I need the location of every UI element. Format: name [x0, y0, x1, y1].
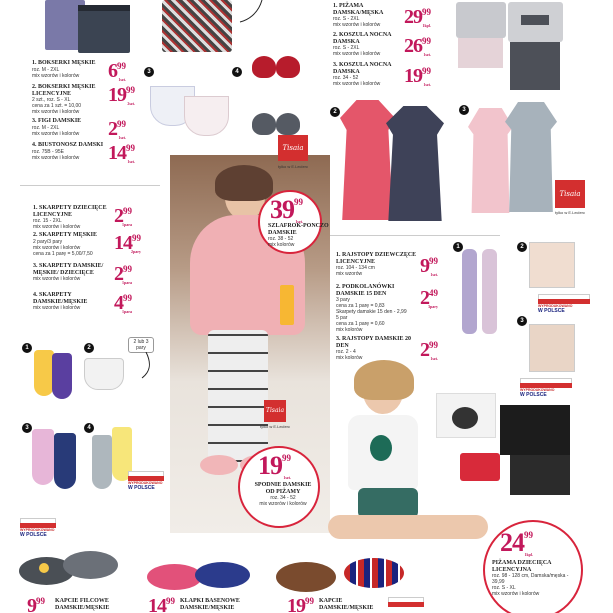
- sleepwear-item-1: [333, 3, 401, 28]
- underwear-item-detail: mix wzorów i kolorów: [32, 130, 80, 137]
- slipper-price: [148, 596, 175, 613]
- price-unit: 1para: [122, 222, 132, 227]
- price-cents: 99: [123, 293, 132, 303]
- briefs-photo: [146, 78, 236, 148]
- underwear-item-3: [32, 118, 104, 137]
- made-in-line2: W POLSCE: [538, 308, 565, 314]
- kids-pajama-price: [500, 530, 533, 557]
- price-whole: 2: [420, 287, 429, 309]
- underwear-item-2: [32, 84, 104, 115]
- price-cents: 49: [429, 288, 438, 298]
- socks-item-detail: 2 pary/3 pary: [33, 238, 63, 245]
- price-unit: 1szt.: [423, 52, 431, 57]
- sleepwear-item-detail: roz. 34 - 52: [333, 75, 359, 82]
- price-unit: 2pary: [131, 249, 141, 254]
- price-unit: 1szt.: [127, 159, 135, 164]
- price-cents: 99: [305, 596, 314, 606]
- price-unit: 1para: [122, 309, 132, 314]
- tisaia-logo-sleepwear: Tisaia: [555, 180, 585, 208]
- robe-price-whole: 39: [270, 195, 294, 224]
- nightshirts-photo: [460, 98, 560, 216]
- sock-badge-4: 4: [84, 423, 94, 433]
- tights-item-detail: mix kolorów: [336, 327, 363, 334]
- tisaia-only-note-sleepwear: tylko w E.Leclerc: [554, 210, 585, 215]
- kids-socks-photo: [30, 345, 80, 407]
- tights-badge-2: 2: [517, 242, 527, 252]
- sleepwear-item-detail: mix wzorów i kolorów: [333, 51, 381, 58]
- tights-pack-photo: [525, 322, 580, 377]
- robe-price: [270, 197, 303, 224]
- kids-pajama-info: [492, 560, 576, 597]
- tisaia-logo-pants: Tisaia: [264, 400, 286, 422]
- price-cents: 99: [126, 85, 135, 95]
- sleepwear-item-price: [404, 7, 431, 28]
- price-whole: 2: [114, 205, 123, 227]
- price-cents: 99: [126, 143, 135, 153]
- sleepwear-item-2: [333, 32, 401, 57]
- price-whole: 9: [27, 595, 36, 613]
- slipper-info: [319, 598, 385, 611]
- kids-price-cents: 99: [524, 530, 533, 540]
- price-unit: 1szt.: [118, 135, 126, 140]
- robe-line-1: roz. 38 - 52: [268, 236, 294, 243]
- price-unit: 3pary: [428, 304, 438, 309]
- socks-item-1: [33, 205, 111, 230]
- robe-line-2: mix kolorów: [268, 242, 295, 249]
- socks-item-detail: mix wzorów i kolorów: [33, 276, 81, 283]
- tights-item-detail: roz. 2 - 4: [336, 349, 356, 356]
- sock-badge-2: 2: [84, 343, 94, 353]
- made-in-poland-tights-1: [538, 294, 590, 314]
- underwear-item-detail: roz. 75B - 95E: [32, 148, 64, 155]
- socks-item-title: 4. SKARPETY DAMSKIE/MĘSKIE: [33, 292, 88, 305]
- kids-pajama-title: PIŻAMA DZIECIĘCA LICENCYJNA: [492, 560, 552, 573]
- house-slippers-photo: [272, 552, 412, 597]
- socks-item-price: [114, 206, 132, 227]
- tights-item-title: 2. PODKOLANÓWKI DAMSKIE 15 DEN: [336, 284, 395, 297]
- tights-item-detail: Skarpety damskie 15 den - 2,99: [336, 309, 407, 316]
- made-in-line1: WYPRODUKOWANO: [128, 481, 163, 485]
- price-cents: 99: [36, 596, 45, 606]
- made-in-poland-slippers-1: [20, 518, 56, 538]
- sleepwear-item-price: [404, 66, 431, 87]
- slipper-title: KLAPKI BASENOWE DAMSKIE/MĘSKIE: [180, 598, 240, 611]
- made-in-line2: W POLSCE: [20, 532, 47, 538]
- price-unit: 1szt.: [430, 272, 438, 277]
- socks-item-title: 3. SKARPETY DAMSKIE/ MĘSKIE/ DZIECIĘCE: [33, 263, 104, 276]
- made-in-poland-socks: [128, 471, 164, 491]
- tights-item-detail: cena za 1 parę = 0,60: [336, 321, 385, 328]
- price-whole: 4: [114, 292, 123, 314]
- price-cents: 99: [123, 206, 132, 216]
- sleepwear-item-3: [333, 62, 401, 87]
- tights-item-detail: 5 par: [336, 315, 348, 322]
- tights-item-price: [420, 340, 438, 361]
- number-3-badge-night: 3: [459, 105, 469, 115]
- socks-item-title: 2. SKARPETY MĘSKIE: [33, 232, 97, 238]
- pairs-note: [128, 337, 154, 353]
- pants-title: SPODNIE DAMSKIE OD PIŻAMY: [254, 482, 312, 495]
- number-3-badge: 3: [144, 67, 154, 77]
- pants-line-2: mix wzorów i kolorów: [259, 501, 307, 508]
- price-whole: 2: [114, 263, 123, 285]
- socks-item-4: [33, 292, 111, 311]
- socks-item-title: 1. SKARPETY DZIECIĘCE LICENCYJNE: [33, 205, 107, 218]
- pants-line-1: roz. 34 - 52: [270, 495, 296, 502]
- socks-item-detail: mix wzorów i kolorów: [33, 224, 81, 231]
- socks-item-detail: roz. 15 - 2XL: [33, 218, 62, 225]
- boxers-photo: [40, 0, 135, 55]
- tisaia-logo-robe: Tisaia: [278, 135, 308, 161]
- tights-item-detail: mix kolorów: [336, 355, 363, 362]
- underwear-item-price: [108, 143, 135, 164]
- kids-price-unit: 1kpl.: [524, 552, 533, 557]
- price-whole: 29: [404, 6, 422, 28]
- pants-price-cents: 99: [282, 453, 291, 463]
- underwear-item-detail: mix wzorów i kolorów: [32, 109, 80, 116]
- nightgowns-photo: [338, 98, 448, 223]
- made-in-line2: W POLSCE: [520, 392, 547, 398]
- knee-highs-photo: [525, 238, 580, 293]
- price-cents: 99: [132, 233, 141, 243]
- price-cents: 99: [429, 340, 438, 350]
- price-unit: 2szt.: [127, 101, 135, 106]
- tights-item-title: 1. RAJSTOPY DZIEWCZĘCE LICENCYJNE: [336, 252, 417, 265]
- tights-item-1: [336, 252, 421, 277]
- pants-price: [258, 453, 291, 480]
- sleepwear-item-title: 3. KOSZULA NOCNA DAMSKA: [333, 62, 392, 75]
- underwear-item-price: [108, 85, 135, 106]
- slipper-price: [287, 596, 314, 613]
- price-unit: 1szt.: [423, 82, 431, 87]
- kids-pajama-line-1: roz. 98 - 128 cm, Damska/męska - 39,99: [492, 573, 569, 586]
- tights-badge-1: 1: [453, 242, 463, 252]
- underwear-item-detail: mix wzorów i kolorów: [32, 154, 80, 161]
- socks-item-2: [33, 232, 111, 257]
- pants-price-unit: 1szt.: [283, 475, 291, 480]
- underwear-item-title: 3. FIGI DAMSKIE: [32, 118, 82, 124]
- price-cents: 99: [429, 256, 438, 266]
- underwear-item-title: 4. BIUSTONOSZ DAMSKI: [32, 142, 104, 148]
- made-in-line1: WYPRODUKOWANO: [538, 304, 573, 308]
- sleepwear-item-title: 1. PIŻAMA DAMSKA/MĘSKA: [333, 3, 384, 16]
- mens-socks-photo: [78, 350, 140, 400]
- underwear-item-price: [108, 119, 126, 140]
- tights-item-detail: roz. 104 - 134 cm: [336, 265, 375, 272]
- price-cents: 99: [422, 36, 431, 46]
- price-whole: 14: [114, 232, 132, 254]
- pants-info: [250, 482, 316, 507]
- robe-title: SZLAFROK-PONCZO DAMSKIE: [268, 223, 329, 236]
- price-whole: 9: [420, 255, 429, 277]
- arrow-icon: [238, 0, 266, 30]
- socks-item-detail: mix wzorów i kolorów: [33, 305, 81, 312]
- tights-item-detail: mix wzorów: [336, 271, 363, 278]
- socks-item-detail: mix wzorów i kolorów: [33, 244, 81, 251]
- tights-item-price: [420, 288, 438, 309]
- tights-item-detail: cena za 1 parę = 0,83: [336, 303, 385, 310]
- price-unit: 1szt.: [118, 77, 126, 82]
- socks-item-3: [33, 263, 111, 282]
- price-whole: 26: [404, 35, 422, 57]
- price-whole: 2: [108, 118, 117, 140]
- sock-badge-3: 3: [22, 423, 32, 433]
- pairs-arrow-icon: [140, 352, 160, 387]
- pajama-photo: [448, 0, 573, 95]
- tights-badge-3: 3: [517, 316, 527, 326]
- flag-red: [388, 602, 424, 607]
- price-unit: 1kpl.: [422, 23, 431, 28]
- underwear-item-detail: roz. M - 2XL: [32, 66, 60, 73]
- socks-item-price: [114, 233, 141, 254]
- underwear-item-detail: cena za 1 szt. = 10,00: [32, 103, 82, 110]
- underwear-item-detail: 2 szt., roz. S - XL: [32, 97, 71, 104]
- slipper-title: KAPCIE DAMSKIE/MĘSKIE: [319, 598, 374, 611]
- pairs-note-text: 2 lub 3 pary: [133, 339, 149, 351]
- tisaia-only-note-pants: tylko w E.Leclerc: [259, 424, 290, 429]
- tights-item-price: [420, 256, 438, 277]
- sock-badge-1: 1: [22, 343, 32, 353]
- tights-item-2: [336, 284, 421, 333]
- price-unit: 1para: [122, 280, 132, 285]
- slipper-price: [27, 596, 45, 613]
- printed-boxers-photo: [160, 0, 235, 55]
- sleepwear-item-detail: mix wzorów i kolorów: [333, 22, 381, 29]
- made-in-line1: WYPRODUKOWANO: [20, 528, 55, 532]
- divider-top: [20, 185, 160, 186]
- tights-item-detail: 3 pary: [336, 297, 350, 304]
- underwear-item-1: [32, 60, 104, 79]
- tights-item-title: 3. RAJSTOPY DAMSKIE 20 DEN: [336, 336, 412, 349]
- tights-item-3: [336, 336, 421, 361]
- price-cents: 99: [166, 596, 175, 606]
- kids-pajama-line-2: roz. S - XL: [492, 585, 516, 592]
- kids-price-whole: 24: [500, 528, 524, 557]
- kids-pajama-photo: [430, 385, 580, 510]
- price-cents: 99: [123, 264, 132, 274]
- underwear-item-detail: roz. M - 2XL: [32, 124, 60, 131]
- underwear-item-4: [32, 142, 104, 161]
- price-whole: 19: [404, 65, 422, 87]
- kids-pajama-line-3: mix wzorów i kolorów: [492, 591, 540, 598]
- bra-photo: [246, 28, 308, 143]
- tisaia-only-note-robe: tylko w E.Leclerc: [277, 164, 308, 169]
- underwear-item-title: 2. BOKSERKI MĘSKIE LICENCYJNE: [32, 84, 96, 97]
- robe-price-cents: 99: [294, 197, 303, 207]
- robe-info: [268, 223, 348, 248]
- socks-item-detail: cena za 1 parę = 5,00/7,50: [33, 250, 93, 257]
- price-whole: 14: [108, 142, 126, 164]
- felt-slippers-photo: [15, 545, 125, 590]
- price-cents: 99: [422, 66, 431, 76]
- robe-price-unit: 1szt.: [295, 219, 303, 224]
- price-unit: 1szt.: [430, 356, 438, 361]
- price-cents: 99: [117, 61, 126, 71]
- price-whole: 19: [287, 595, 305, 613]
- socks-item-price: [114, 264, 132, 285]
- price-whole: 6: [108, 60, 117, 82]
- socks-item-price: [114, 293, 132, 314]
- price-cents: 99: [117, 119, 126, 129]
- sleepwear-item-price: [404, 36, 431, 57]
- sleepwear-item-title: 2. KOSZULA NOCNA DAMSKA: [333, 32, 392, 45]
- underwear-item-detail: mix wzorów i kolorów: [32, 72, 80, 79]
- number-4-badge: 4: [232, 67, 242, 77]
- girls-tights-photo: [452, 245, 514, 340]
- made-in-line2: W POLSCE: [128, 485, 155, 491]
- pool-slippers-photo: [145, 558, 255, 596]
- price-cents: 99: [422, 7, 431, 17]
- sleepwear-item-detail: mix wzorów i kolorów: [333, 81, 381, 88]
- pants-price-whole: 19: [258, 451, 282, 480]
- price-whole: 19: [108, 84, 126, 106]
- slipper-info: [55, 598, 121, 611]
- underwear-item-price: [108, 61, 126, 82]
- sleepwear-item-detail: roz. S - 2XL: [333, 16, 360, 23]
- made-in-line1: WYPRODUKOWANO: [520, 388, 555, 392]
- sleepwear-item-detail: roz. S - 2XL: [333, 45, 360, 52]
- price-whole: 2: [420, 339, 429, 361]
- slipper-info: [180, 598, 246, 611]
- ladies-socks-photo: [26, 425, 81, 493]
- underwear-item-title: 1. BOKSERKI MĘSKIE: [32, 60, 96, 66]
- made-in-poland-slippers-2: [388, 597, 424, 607]
- price-whole: 14: [148, 595, 166, 613]
- slipper-title: KAPCIE FILCOWE DAMSKIE/MĘSKIE: [55, 598, 110, 611]
- number-2-badge: 2: [330, 107, 340, 117]
